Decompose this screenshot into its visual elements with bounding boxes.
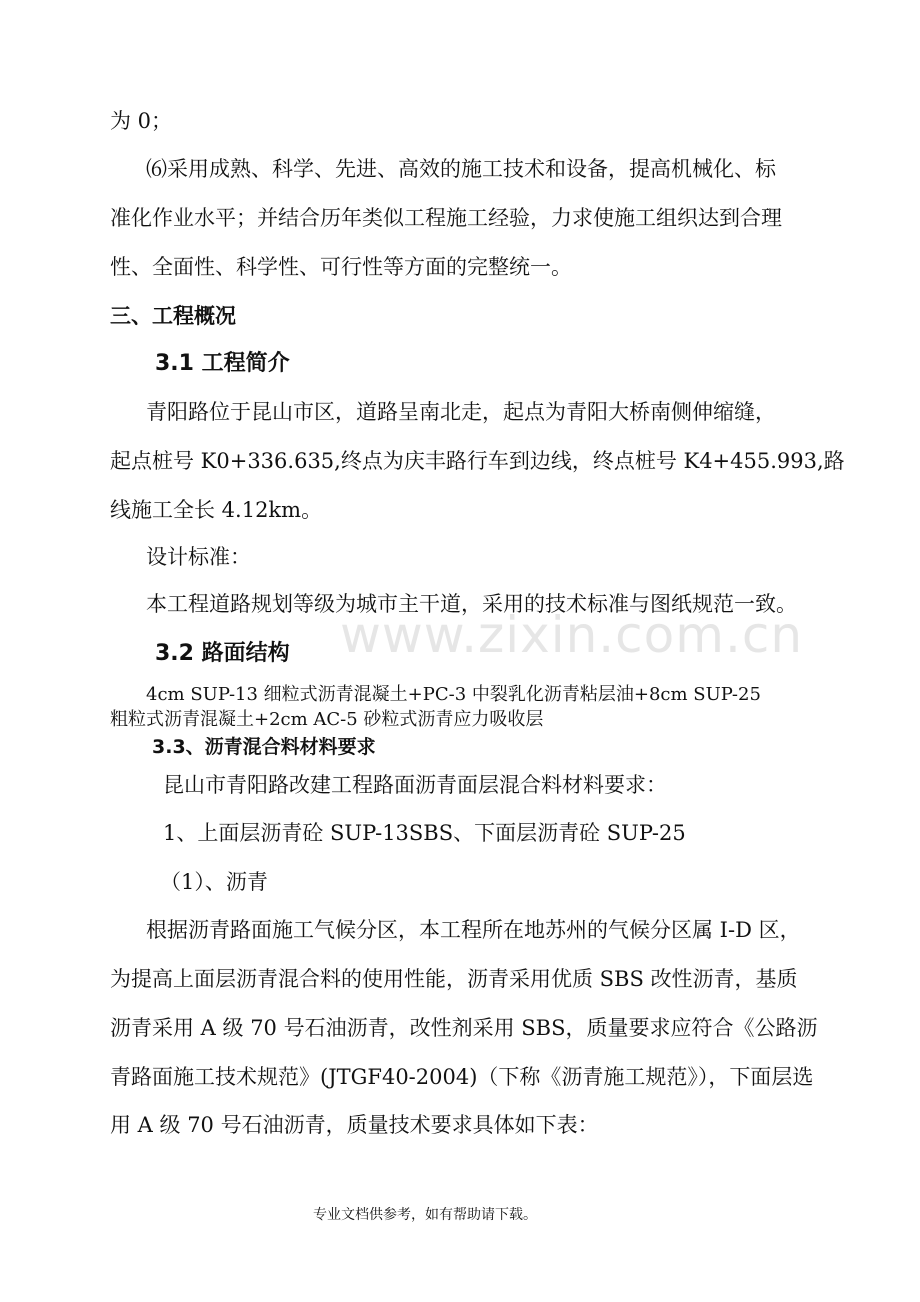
paragraph-line: ⑹采用成熟、科学、先进、高效的施工技术和设备，提高机械化、标: [146, 157, 776, 181]
subsection-heading: 3.1 工程简介: [155, 351, 290, 376]
paragraph-line: 性、全面性、科学性、可行性等方面的完整统一。: [110, 255, 572, 279]
paragraph-line: 起点桩号 K0+336.635,终点为庆丰路行车到边线，终点桩号 K4+455.993,路: [110, 449, 845, 473]
subsection-heading: 3.3、沥青混合料材料要求: [152, 736, 376, 758]
paragraph-line: 根据沥青路面施工气候分区，本工程所在地苏州的气候分区属 I-D 区，: [146, 918, 801, 942]
paragraph-line: 青阳路位于昆山市区，道路呈南北走，起点为青阳大桥南侧伸缩缝，: [146, 400, 776, 424]
paragraph-line: 昆山市青阳路改建工程路面沥青面层混合料材料要求：: [163, 773, 667, 797]
paragraph-line: 设计标准：: [146, 545, 251, 569]
paragraph-line: 青路面施工技术规范》(JTGF40-2004)（下称《沥青施工规范》），下面层选: [110, 1065, 814, 1089]
paragraph-line: 为 0；: [110, 109, 173, 133]
watermark: www.zixin.com.cn: [340, 606, 804, 664]
paragraph-line: 用 A 级 70 号石油沥青，质量技术要求具体如下表：: [110, 1113, 599, 1137]
paragraph-line: 本工程道路规划等级为城市主干道，采用的技术标准与图纸规范一致。: [146, 592, 797, 616]
page-footer: 专业文档供参考，如有帮助请下载。: [313, 1207, 537, 1223]
paragraph-line: 为提高上面层沥青混合料的使用性能，沥青采用优质 SBS 改性沥青，基质: [110, 967, 798, 991]
subsection-heading: 3.2 路面结构: [155, 641, 290, 666]
paragraph-line: 准化作业水平；并结合历年类似工程施工经验，力求使施工组织达到合理: [110, 206, 782, 230]
paragraph-line: 1、上面层沥青砼 SUP-13SBS、下面层沥青砼 SUP-25: [163, 821, 686, 845]
paragraph-line: 沥青采用 A 级 70 号石油沥青，改性剂采用 SBS，质量要求应符合《公路沥: [110, 1016, 818, 1040]
paragraph-line: 线施工全长 4.12km。: [110, 498, 323, 522]
paragraph-line: 4cm SUP-13 细粒式沥青混凝土+PC-3 中裂乳化沥青粘层油+8cm SUP-25: [146, 684, 761, 705]
section-heading: 三、工程概况: [110, 304, 236, 328]
paragraph-line: （1）、沥青: [160, 870, 268, 894]
paragraph-line: 粗粒式沥青混凝土+2cm AC-5 砂粒式沥青应力吸收层: [110, 709, 544, 730]
